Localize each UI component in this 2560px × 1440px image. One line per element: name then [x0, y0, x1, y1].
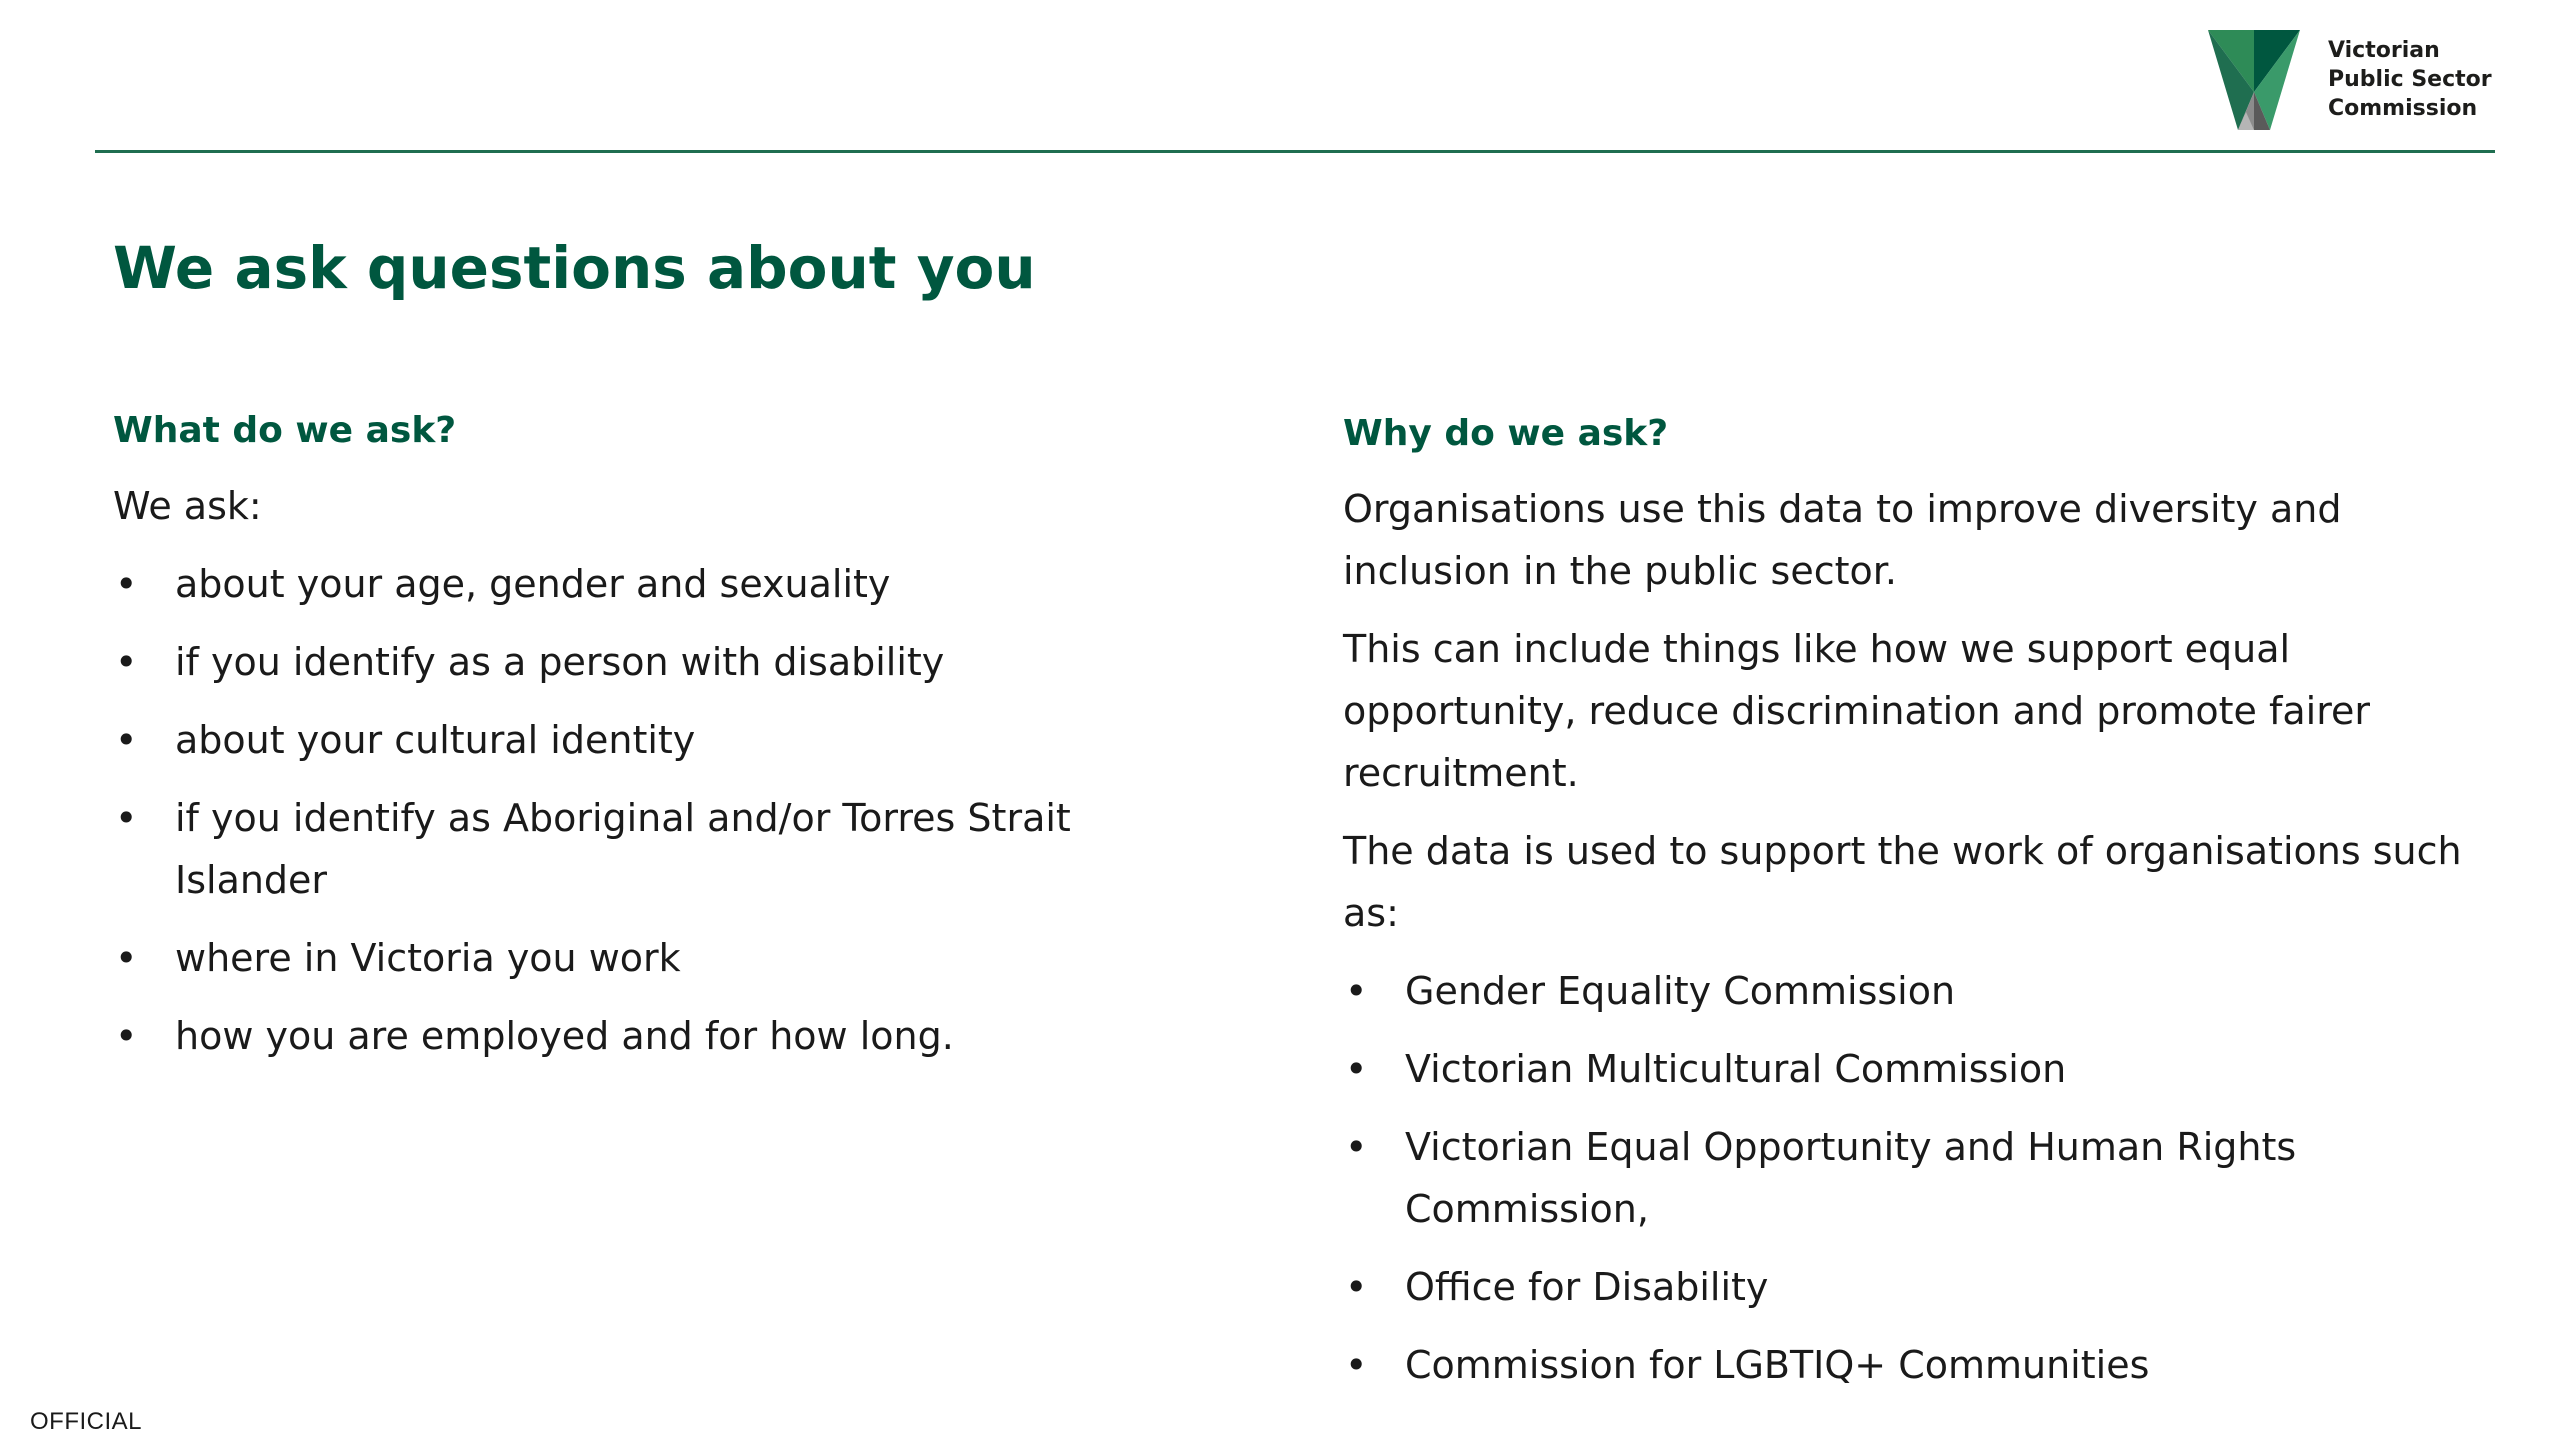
list-item [1343, 1256, 2483, 1318]
list-item-text: Victorian Equal Opportunity and Human Rights Commission, [1405, 1125, 2297, 1231]
list-item [113, 709, 1233, 771]
why-we-ask-heading: Why do we ask? [1343, 413, 1669, 454]
page-title: We ask questions about you [113, 234, 1036, 302]
list-item [113, 927, 1233, 989]
logo-line-3: Commission [2328, 96, 2478, 121]
list-item-text: where in Victoria you work [175, 936, 681, 980]
bullet-icon: • [115, 796, 138, 840]
list-item-text: Commission for LGBTIQ+ Communities [1405, 1343, 2150, 1387]
what-we-ask-intro: We ask: [113, 484, 262, 528]
bullet-icon: • [115, 640, 138, 684]
list-item [113, 631, 1233, 693]
header-divider [95, 150, 2495, 153]
what-we-ask-list [113, 553, 1233, 1067]
logo-line-1: Victorian [2328, 38, 2440, 63]
logo-wordmark [2328, 36, 2498, 123]
what-we-ask-column [113, 405, 1233, 1083]
bullet-icon: • [115, 1014, 138, 1058]
classification-label: OFFICIAL [30, 1408, 143, 1435]
bullet-icon: • [1345, 969, 1368, 1013]
list-item [113, 1005, 1233, 1067]
bullet-icon: • [1345, 1125, 1368, 1169]
what-we-ask-heading: What do we ask? [113, 410, 457, 451]
why-paragraph-3: The data is used to support the work of organisations such as: [1343, 829, 2462, 935]
list-item-text: if you identify as a person with disability [175, 640, 945, 684]
list-item-text: about your cultural identity [175, 718, 696, 762]
list-item-text: if you identify as Aboriginal and/or Torres Strait Islander [175, 796, 1071, 902]
organisations-list [1343, 960, 2483, 1396]
list-item [1343, 1116, 2483, 1240]
list-item [1343, 1334, 2483, 1396]
vpsc-triangle-logo-icon [2208, 30, 2300, 130]
why-paragraph-2: This can include things like how we support equal opportunity, reduce discrimination and promote fairer recruitment. [1343, 627, 2370, 795]
list-item-text: Victorian Multicultural Commission [1405, 1047, 2067, 1091]
list-item [113, 787, 1233, 911]
list-item-text: Office for Disability [1405, 1265, 1769, 1309]
bullet-icon: • [115, 718, 138, 762]
list-item-text: Gender Equality Commission [1405, 969, 1956, 1013]
bullet-icon: • [1345, 1343, 1368, 1387]
list-item [113, 553, 1233, 615]
list-item [1343, 960, 2483, 1022]
bullet-icon: • [115, 936, 138, 980]
why-we-ask-column [1343, 408, 2483, 1412]
why-paragraph-1: Organisations use this data to improve diversity and inclusion in the public sector. [1343, 487, 2342, 593]
logo-line-2: Public Sector [2328, 67, 2492, 92]
bullet-icon: • [115, 562, 138, 606]
bullet-icon: • [1345, 1047, 1368, 1091]
list-item-text: how you are employed and for how long. [175, 1014, 954, 1058]
vpsc-logo [2208, 30, 2498, 134]
list-item-text: about your age, gender and sexuality [175, 562, 891, 606]
list-item [1343, 1038, 2483, 1100]
bullet-icon: • [1345, 1265, 1368, 1309]
